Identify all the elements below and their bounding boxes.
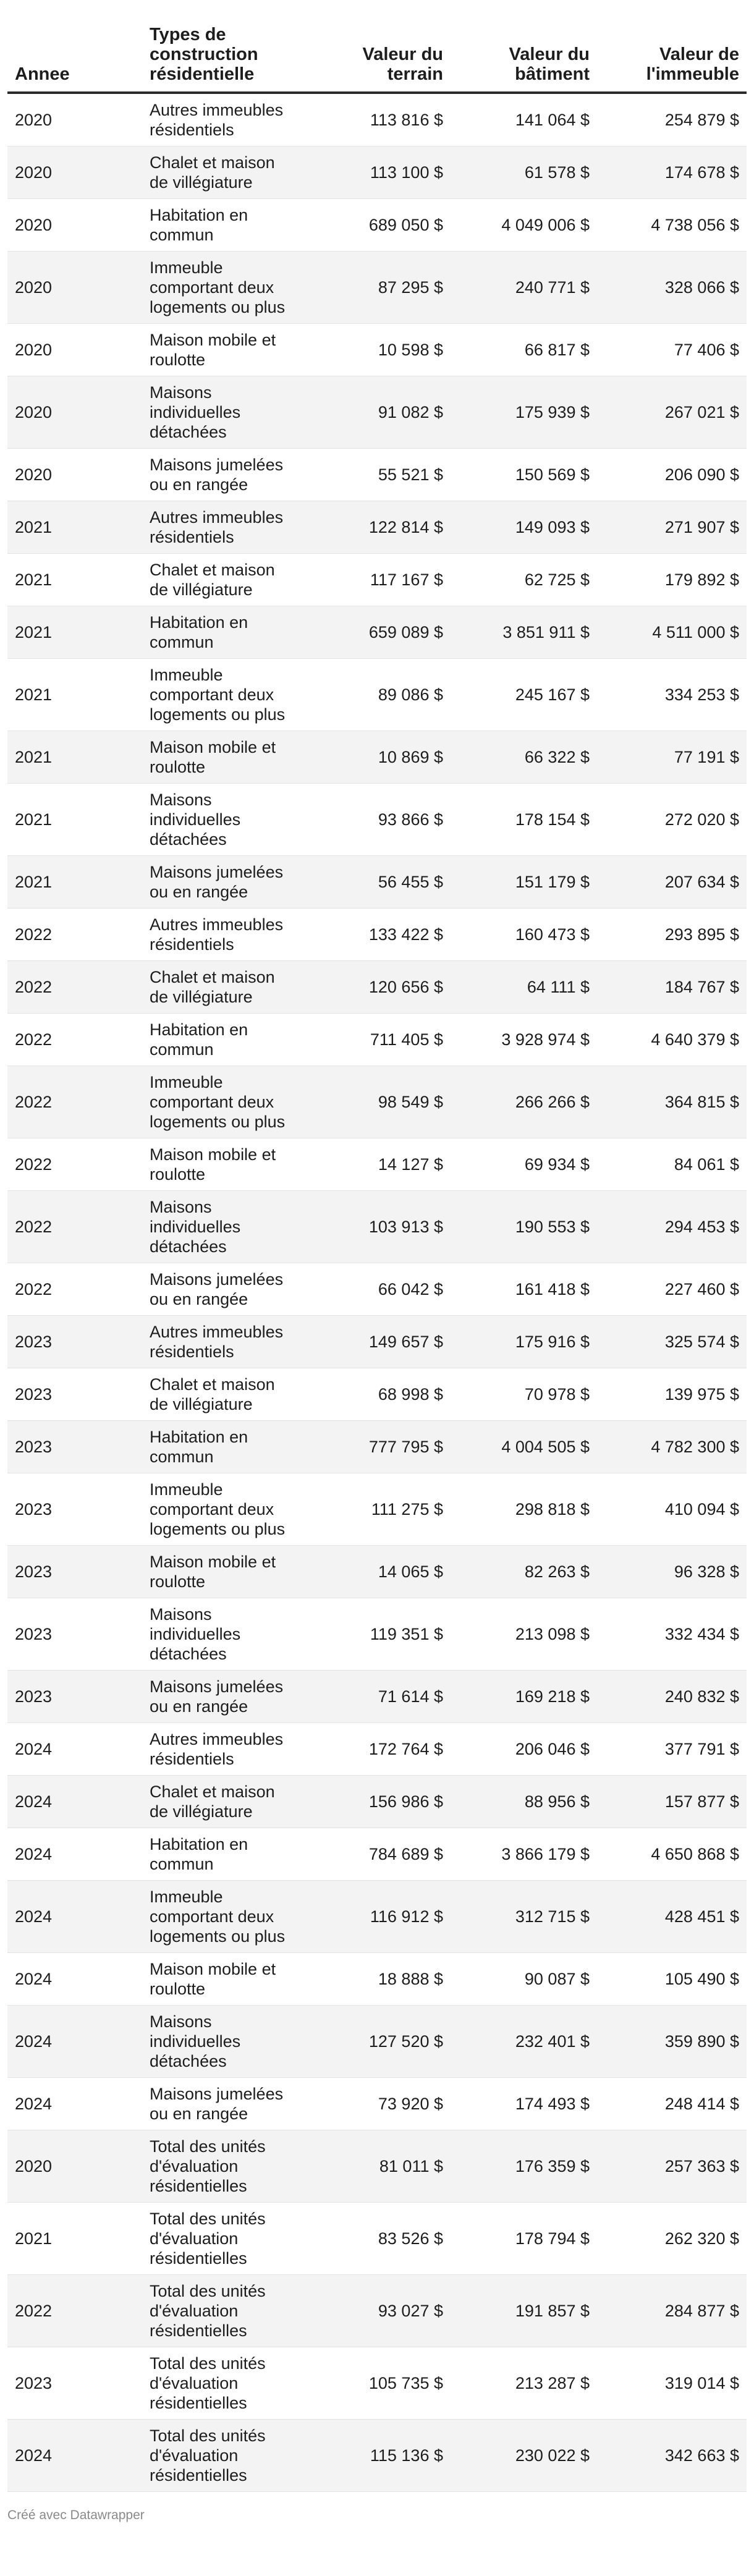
cell-building-value: 90 087 $ — [451, 1953, 597, 2006]
cell-land-value: 89 086 $ — [304, 659, 451, 731]
cell-type: Chalet et maison de villégiature — [142, 1776, 304, 1828]
cell-building-value: 213 287 $ — [451, 2347, 597, 2420]
table-row — [7, 1828, 747, 1881]
cell-land-value: 111 275 $ — [304, 1473, 451, 1546]
cell-property-value: 294 453 $ — [597, 1191, 747, 1263]
cell-year: 2024 — [7, 2006, 142, 2078]
cell-year: 2022 — [7, 1014, 142, 1066]
cell-land-value: 115 136 $ — [304, 2420, 451, 2492]
cell-property-value: 77 191 $ — [597, 731, 747, 784]
table-row — [7, 961, 747, 1014]
cell-land-value: 127 520 $ — [304, 2006, 451, 2078]
table-row — [7, 606, 747, 659]
table-row — [7, 1776, 747, 1828]
cell-year: 2021 — [7, 856, 142, 909]
cell-year: 2020 — [7, 146, 142, 199]
cell-property-value: 4 640 379 $ — [597, 1014, 747, 1066]
table-row — [7, 1473, 747, 1546]
cell-property-value: 105 490 $ — [597, 1953, 747, 2006]
column-header-property-value[interactable]: Valeur de l'immeuble — [597, 25, 747, 93]
cell-building-value: 149 093 $ — [451, 501, 597, 554]
cell-building-value: 150 569 $ — [451, 449, 597, 501]
cell-property-value: 377 791 $ — [597, 1723, 747, 1776]
cell-property-value: 364 815 $ — [597, 1066, 747, 1138]
cell-land-value: 71 614 $ — [304, 1671, 451, 1723]
cell-land-value: 10 869 $ — [304, 731, 451, 784]
cell-type: Maisons jumelées ou en rangée — [142, 1671, 304, 1723]
table-row — [7, 1546, 747, 1598]
column-header-type[interactable]: Types de construction résidentielle — [142, 25, 304, 93]
cell-land-value: 14 065 $ — [304, 1546, 451, 1598]
cell-land-value: 105 735 $ — [304, 2347, 451, 2420]
table-row — [7, 1014, 747, 1066]
cell-year: 2022 — [7, 1191, 142, 1263]
cell-year: 2024 — [7, 1776, 142, 1828]
cell-type: Autres immeubles résidentiels — [142, 93, 304, 146]
table-row — [7, 2275, 747, 2347]
cell-building-value: 169 218 $ — [451, 1671, 597, 1723]
cell-type: Maison mobile et roulotte — [142, 731, 304, 784]
table-row — [7, 93, 747, 146]
cell-building-value: 70 978 $ — [451, 1368, 597, 1421]
cell-type: Immeuble comportant deux logements ou plus — [142, 1881, 304, 1953]
cell-property-value: 206 090 $ — [597, 449, 747, 501]
cell-land-value: 103 913 $ — [304, 1191, 451, 1263]
cell-land-value: 18 888 $ — [304, 1953, 451, 2006]
cell-property-value: 293 895 $ — [597, 909, 747, 961]
table-row — [7, 1671, 747, 1723]
table-row — [7, 449, 747, 501]
cell-land-value: 120 656 $ — [304, 961, 451, 1014]
cell-building-value: 175 939 $ — [451, 376, 597, 449]
table-row — [7, 909, 747, 961]
cell-type: Total des unités d'évaluation résidentielles — [142, 2203, 304, 2275]
table-row — [7, 2078, 747, 2130]
cell-land-value: 93 866 $ — [304, 784, 451, 856]
cell-building-value: 232 401 $ — [451, 2006, 597, 2078]
table-row — [7, 1368, 747, 1421]
cell-land-value: 689 050 $ — [304, 199, 451, 252]
cell-building-value: 178 794 $ — [451, 2203, 597, 2275]
cell-building-value: 61 578 $ — [451, 146, 597, 199]
cell-year: 2022 — [7, 909, 142, 961]
cell-property-value: 240 832 $ — [597, 1671, 747, 1723]
cell-building-value: 82 263 $ — [451, 1546, 597, 1598]
cell-land-value: 133 422 $ — [304, 909, 451, 961]
cell-year: 2022 — [7, 1066, 142, 1138]
cell-type: Autres immeubles résidentiels — [142, 1723, 304, 1776]
cell-property-value: 428 451 $ — [597, 1881, 747, 1953]
cell-property-value: 328 066 $ — [597, 252, 747, 324]
cell-type: Maisons individuelles détachées — [142, 2006, 304, 2078]
table-row — [7, 1598, 747, 1671]
cell-type: Chalet et maison de villégiature — [142, 961, 304, 1014]
cell-building-value: 190 553 $ — [451, 1191, 597, 1263]
cell-year: 2020 — [7, 449, 142, 501]
cell-type: Chalet et maison de villégiature — [142, 1368, 304, 1421]
cell-property-value: 284 877 $ — [597, 2275, 747, 2347]
cell-property-value: 248 414 $ — [597, 2078, 747, 2130]
cell-building-value: 4 004 505 $ — [451, 1421, 597, 1473]
cell-year: 2024 — [7, 2078, 142, 2130]
cell-land-value: 98 549 $ — [304, 1066, 451, 1138]
table-row — [7, 146, 747, 199]
cell-year: 2020 — [7, 324, 142, 376]
cell-type: Immeuble comportant deux logements ou plus — [142, 659, 304, 731]
cell-property-value: 410 094 $ — [597, 1473, 747, 1546]
cell-land-value: 91 082 $ — [304, 376, 451, 449]
column-header-land-value[interactable]: Valeur du terrain — [304, 25, 451, 93]
cell-type: Maisons individuelles détachées — [142, 376, 304, 449]
cell-type: Autres immeubles résidentiels — [142, 1316, 304, 1368]
cell-type: Chalet et maison de villégiature — [142, 146, 304, 199]
cell-year: 2021 — [7, 659, 142, 731]
table-row — [7, 856, 747, 909]
cell-property-value: 157 877 $ — [597, 1776, 747, 1828]
cell-building-value: 206 046 $ — [451, 1723, 597, 1776]
cell-year: 2023 — [7, 1598, 142, 1671]
cell-land-value: 117 167 $ — [304, 554, 451, 606]
cell-building-value: 230 022 $ — [451, 2420, 597, 2492]
cell-building-value: 151 179 $ — [451, 856, 597, 909]
table-row — [7, 1138, 747, 1191]
table-row — [7, 784, 747, 856]
cell-type: Habitation en commun — [142, 1828, 304, 1881]
datawrapper-credit[interactable]: Créé avec Datawrapper — [7, 2508, 145, 2522]
cell-property-value: 319 014 $ — [597, 2347, 747, 2420]
cell-type: Maison mobile et roulotte — [142, 1546, 304, 1598]
table-body — [7, 93, 747, 2492]
cell-property-value: 267 021 $ — [597, 376, 747, 449]
data-table — [7, 25, 747, 2492]
cell-land-value: 113 816 $ — [304, 93, 451, 146]
cell-land-value: 149 657 $ — [304, 1316, 451, 1368]
cell-year: 2021 — [7, 784, 142, 856]
cell-year: 2022 — [7, 1263, 142, 1316]
cell-property-value: 271 907 $ — [597, 501, 747, 554]
table-row — [7, 2420, 747, 2492]
cell-land-value: 14 127 $ — [304, 1138, 451, 1191]
cell-building-value: 88 956 $ — [451, 1776, 597, 1828]
cell-property-value: 179 892 $ — [597, 554, 747, 606]
cell-building-value: 3 928 974 $ — [451, 1014, 597, 1066]
cell-year: 2023 — [7, 1421, 142, 1473]
cell-property-value: 184 767 $ — [597, 961, 747, 1014]
cell-property-value: 207 634 $ — [597, 856, 747, 909]
cell-building-value: 161 418 $ — [451, 1263, 597, 1316]
cell-type: Autres immeubles résidentiels — [142, 501, 304, 554]
cell-building-value: 4 049 006 $ — [451, 199, 597, 252]
cell-type: Maisons jumelées ou en rangée — [142, 449, 304, 501]
table-row — [7, 2203, 747, 2275]
cell-year: 2022 — [7, 1138, 142, 1191]
cell-property-value: 84 061 $ — [597, 1138, 747, 1191]
cell-property-value: 77 406 $ — [597, 324, 747, 376]
cell-land-value: 81 011 $ — [304, 2130, 451, 2203]
cell-year: 2023 — [7, 1473, 142, 1546]
table-row — [7, 1263, 747, 1316]
cell-property-value: 342 663 $ — [597, 2420, 747, 2492]
cell-type: Maison mobile et roulotte — [142, 324, 304, 376]
table-row — [7, 1723, 747, 1776]
cell-property-value: 4 650 868 $ — [597, 1828, 747, 1881]
cell-type: Immeuble comportant deux logements ou plus — [142, 1473, 304, 1546]
cell-building-value: 174 493 $ — [451, 2078, 597, 2130]
cell-property-value: 325 574 $ — [597, 1316, 747, 1368]
cell-land-value: 122 814 $ — [304, 501, 451, 554]
cell-property-value: 334 253 $ — [597, 659, 747, 731]
cell-year: 2024 — [7, 1881, 142, 1953]
cell-type: Maisons individuelles détachées — [142, 784, 304, 856]
table-header — [7, 25, 747, 93]
cell-property-value: 4 738 056 $ — [597, 199, 747, 252]
cell-type: Total des unités d'évaluation résidentielles — [142, 2420, 304, 2492]
cell-property-value: 96 328 $ — [597, 1546, 747, 1598]
cell-building-value: 178 154 $ — [451, 784, 597, 856]
cell-property-value: 272 020 $ — [597, 784, 747, 856]
table-row — [7, 1953, 747, 2006]
table-row — [7, 659, 747, 731]
table-row — [7, 1881, 747, 1953]
cell-land-value: 56 455 $ — [304, 856, 451, 909]
cell-building-value: 64 111 $ — [451, 961, 597, 1014]
cell-year: 2020 — [7, 252, 142, 324]
table-row — [7, 199, 747, 252]
cell-building-value: 141 064 $ — [451, 93, 597, 146]
cell-year: 2021 — [7, 731, 142, 784]
cell-land-value: 659 089 $ — [304, 606, 451, 659]
table-row — [7, 324, 747, 376]
column-header-building-value[interactable]: Valeur du bâtiment — [451, 25, 597, 93]
cell-year: 2020 — [7, 2130, 142, 2203]
cell-land-value: 55 521 $ — [304, 449, 451, 501]
cell-land-value: 10 598 $ — [304, 324, 451, 376]
table-row — [7, 501, 747, 554]
cell-type: Immeuble comportant deux logements ou plus — [142, 1066, 304, 1138]
cell-type: Maisons individuelles détachées — [142, 1191, 304, 1263]
cell-year: 2023 — [7, 2347, 142, 2420]
cell-land-value: 93 027 $ — [304, 2275, 451, 2347]
cell-building-value: 66 322 $ — [451, 731, 597, 784]
column-header-year[interactable]: Annee — [7, 25, 142, 93]
cell-year: 2022 — [7, 2275, 142, 2347]
cell-building-value: 240 771 $ — [451, 252, 597, 324]
cell-building-value: 191 857 $ — [451, 2275, 597, 2347]
cell-type: Habitation en commun — [142, 199, 304, 252]
cell-building-value: 213 098 $ — [451, 1598, 597, 1671]
cell-year: 2021 — [7, 501, 142, 554]
table-row — [7, 2006, 747, 2078]
cell-building-value: 175 916 $ — [451, 1316, 597, 1368]
cell-land-value: 116 912 $ — [304, 1881, 451, 1953]
cell-land-value: 73 920 $ — [304, 2078, 451, 2130]
cell-land-value: 113 100 $ — [304, 146, 451, 199]
cell-building-value: 3 866 179 $ — [451, 1828, 597, 1881]
cell-type: Maisons jumelées ou en rangée — [142, 1263, 304, 1316]
cell-building-value: 160 473 $ — [451, 909, 597, 961]
cell-property-value: 257 363 $ — [597, 2130, 747, 2203]
cell-year: 2024 — [7, 2420, 142, 2492]
cell-type: Habitation en commun — [142, 606, 304, 659]
cell-year: 2021 — [7, 606, 142, 659]
cell-land-value: 172 764 $ — [304, 1723, 451, 1776]
table-row — [7, 1421, 747, 1473]
table-row — [7, 731, 747, 784]
cell-type: Maison mobile et roulotte — [142, 1138, 304, 1191]
cell-building-value: 298 818 $ — [451, 1473, 597, 1546]
cell-building-value: 266 266 $ — [451, 1066, 597, 1138]
cell-property-value: 4 782 300 $ — [597, 1421, 747, 1473]
cell-year: 2021 — [7, 2203, 142, 2275]
cell-property-value: 139 975 $ — [597, 1368, 747, 1421]
cell-year: 2023 — [7, 1368, 142, 1421]
cell-year: 2024 — [7, 1828, 142, 1881]
cell-land-value: 119 351 $ — [304, 1598, 451, 1671]
cell-type: Maisons individuelles détachées — [142, 1598, 304, 1671]
cell-property-value: 332 434 $ — [597, 1598, 747, 1671]
cell-type: Total des unités d'évaluation résidentielles — [142, 2130, 304, 2203]
cell-year: 2023 — [7, 1546, 142, 1598]
cell-property-value: 174 678 $ — [597, 146, 747, 199]
cell-land-value: 711 405 $ — [304, 1014, 451, 1066]
cell-type: Total des unités d'évaluation résidentielles — [142, 2275, 304, 2347]
cell-year: 2024 — [7, 1723, 142, 1776]
cell-year: 2020 — [7, 376, 142, 449]
cell-type: Habitation en commun — [142, 1421, 304, 1473]
cell-year: 2022 — [7, 961, 142, 1014]
table-row — [7, 1191, 747, 1263]
table-row — [7, 252, 747, 324]
table-row — [7, 376, 747, 449]
cell-property-value: 4 511 000 $ — [597, 606, 747, 659]
cell-year: 2021 — [7, 554, 142, 606]
header-row — [7, 25, 747, 93]
table-row — [7, 554, 747, 606]
cell-type: Total des unités d'évaluation résidentielles — [142, 2347, 304, 2420]
cell-property-value: 254 879 $ — [597, 93, 747, 146]
cell-year: 2023 — [7, 1316, 142, 1368]
table-row — [7, 1316, 747, 1368]
cell-type: Maisons jumelées ou en rangée — [142, 856, 304, 909]
table-row — [7, 2130, 747, 2203]
cell-property-value: 262 320 $ — [597, 2203, 747, 2275]
cell-property-value: 359 890 $ — [597, 2006, 747, 2078]
cell-year: 2020 — [7, 199, 142, 252]
cell-type: Autres immeubles résidentiels — [142, 909, 304, 961]
cell-building-value: 312 715 $ — [451, 1881, 597, 1953]
cell-year: 2020 — [7, 93, 142, 146]
cell-building-value: 3 851 911 $ — [451, 606, 597, 659]
cell-land-value: 777 795 $ — [304, 1421, 451, 1473]
table-row — [7, 2347, 747, 2420]
cell-land-value: 83 526 $ — [304, 2203, 451, 2275]
cell-type: Habitation en commun — [142, 1014, 304, 1066]
table-row — [7, 1066, 747, 1138]
cell-building-value: 69 934 $ — [451, 1138, 597, 1191]
cell-building-value: 245 167 $ — [451, 659, 597, 731]
cell-property-value: 227 460 $ — [597, 1263, 747, 1316]
cell-land-value: 68 998 $ — [304, 1368, 451, 1421]
cell-building-value: 62 725 $ — [451, 554, 597, 606]
cell-type: Immeuble comportant deux logements ou plus — [142, 252, 304, 324]
cell-year: 2023 — [7, 1671, 142, 1723]
cell-building-value: 66 817 $ — [451, 324, 597, 376]
cell-type: Maisons jumelées ou en rangée — [142, 2078, 304, 2130]
cell-type: Chalet et maison de villégiature — [142, 554, 304, 606]
cell-type: Maison mobile et roulotte — [142, 1953, 304, 2006]
cell-land-value: 156 986 $ — [304, 1776, 451, 1828]
cell-year: 2024 — [7, 1953, 142, 2006]
cell-land-value: 87 295 $ — [304, 252, 451, 324]
cell-land-value: 784 689 $ — [304, 1828, 451, 1881]
cell-building-value: 176 359 $ — [451, 2130, 597, 2203]
cell-land-value: 66 042 $ — [304, 1263, 451, 1316]
